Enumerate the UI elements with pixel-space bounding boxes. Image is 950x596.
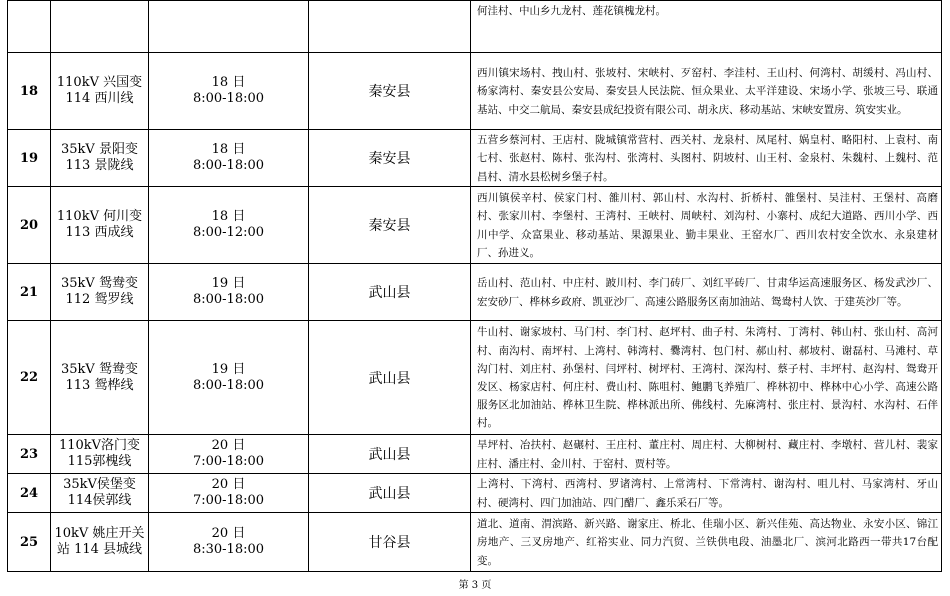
row-number: 19 bbox=[8, 130, 51, 187]
table-row bbox=[8, 53, 942, 130]
line-name bbox=[51, 1, 149, 53]
county-name bbox=[309, 1, 471, 53]
affected-area: 旱坪村、冶扶村、赵碾村、王庄村、董庄村、周庄村、大柳树村、藏庄村、李墩村、营儿村、裴家庄村、潘庄村、金川村、于窑村、贾村等。 bbox=[471, 435, 942, 474]
table-row bbox=[8, 264, 942, 321]
line-name: 35kV 鸳鸯变 112 鸳罗线 bbox=[51, 264, 149, 321]
outage-hours: 8:00-18:00 bbox=[192, 91, 265, 106]
outage-hours: 8:30-18:00 bbox=[192, 542, 265, 557]
outage-date: 20 日 bbox=[211, 438, 246, 453]
affected-area: 上湾村、下湾村、西湾村、罗诸湾村、上常湾村、下常湾村、谢沟村、咀儿村、马家湾村、牙山村、硬湾村、四门加油站、四门醋厂、鑫乐采石厂等。 bbox=[471, 474, 942, 513]
affected-area: 何洼村、中山乡九龙村、莲花镇槐龙村。 bbox=[471, 1, 942, 53]
line-name: 110kV 兴国变 114 西川线 bbox=[51, 53, 149, 130]
county-name: 武山县 bbox=[309, 435, 471, 474]
outage-time bbox=[149, 264, 309, 321]
outage-hours: 8:00-12:00 bbox=[192, 225, 265, 240]
outage-hours: 8:00-18:00 bbox=[192, 377, 265, 393]
affected-area: 岳山村、范山村、中庄村、跛川村、李门砖厂、刘红平砖厂、甘肃华运高速服务区、杨发武沙厂、宏安砂厂、桦林乡政府、凯亚沙厂、高速公路服务区南加油站、鸳鸯村人饮、于建英沙厂等。 bbox=[471, 264, 942, 321]
row-number: 24 bbox=[8, 474, 51, 513]
line-name: 110kV洛门变 115郭槐线 bbox=[51, 435, 149, 474]
county-name: 秦安县 bbox=[309, 130, 471, 187]
outage-date: 18 日 bbox=[211, 75, 246, 90]
line-name: 10kV 姚庄开关站 114 县城线 bbox=[51, 513, 149, 572]
outage-hours: 7:00-18:00 bbox=[192, 454, 265, 469]
outage-date: 20 日 bbox=[211, 526, 246, 541]
outage-date: 18 日 bbox=[211, 142, 246, 157]
outage-time bbox=[149, 474, 309, 513]
affected-area: 牛山村、谢家坡村、马门村、李门村、赵坪村、曲子村、朱湾村、丁湾村、韩山村、张山村、高河村、南沟村、南坪村、上湾村、韩湾村、爨湾村、包门村、郝山村、郝坡村、谢磊村、马滩村、草沟门村、刘庄村、孙堡村、闫坪村、树坪村、王湾村、深沟村、蔡子村、丰坪村、赵沟村、鸳鸯开发区、杨家店村、何庄村、费山村、陈咀村、鲍鹏飞养殖厂、桦林初中、桦林中心小学、高速公路服务区北加油站、桦林卫生院、桦林派出所、佛线村、先麻湾村、张庄村、景沟村、水沟村、石伴村。 bbox=[471, 321, 942, 435]
affected-area: 西川镇宋场村、拽山村、张坡村、宋峡村、歹窑村、李洼村、王山村、何湾村、胡缓村、冯山村、杨家湾村、秦安县公安局、秦安县人民法院、恒众果业、太平洋建设、宋场小学、张坡三号、联通基站、中交二航局、秦安县成纪投资有限公司、胡永庆、移动基站、宋峡安置房、筑安实业。 bbox=[471, 53, 942, 130]
affected-area: 道北、道南、渭滨路、新兴路、谢家庄、桥北、佳瑞小区、新兴佳苑、高达物业、永安小区、锦江房地产、三叉房地产、红裕实业、同力汽贸、兰铁供电段、油墨北厂、滨河北路西一带共17台配变。 bbox=[471, 513, 942, 572]
outage-date: 20 日 bbox=[211, 477, 246, 492]
outage-hours: 7:00-18:00 bbox=[192, 493, 265, 508]
county-name: 秦安县 bbox=[309, 53, 471, 130]
page-number: 第 3 页 bbox=[458, 580, 492, 591]
table-row bbox=[8, 130, 942, 187]
table-row bbox=[8, 435, 942, 474]
county-name: 甘谷县 bbox=[309, 513, 471, 572]
table-row bbox=[8, 1, 942, 53]
outage-date: 18 日 bbox=[211, 209, 246, 224]
county-name: 武山县 bbox=[309, 474, 471, 513]
outage-time bbox=[149, 130, 309, 187]
outage-time bbox=[149, 435, 309, 474]
line-name: 110kV 何川变 113 西成线 bbox=[51, 187, 149, 264]
outage-time bbox=[149, 1, 309, 53]
power-outage-table bbox=[7, 0, 942, 572]
row-number: 23 bbox=[8, 435, 51, 474]
county-name: 秦安县 bbox=[309, 187, 471, 264]
affected-area: 西川镇侯辛村、侯家门村、雒川村、郭山村、水沟村、折桥村、雒堡村、吴洼村、王堡村、高磨村、张家川村、李堡村、王湾村、王峡村、周峡村、刘沟村、小寨村、成纪大道路、西川小学、西川中学、众富果业、移动基站、果源果业、勤丰果业、王窑水厂、西川农村安全饮水、永泉建材厂、孙进义。 bbox=[471, 187, 942, 264]
outage-time bbox=[149, 53, 309, 130]
row-number bbox=[8, 1, 51, 53]
line-name: 35kV侯堡变 114侯郭线 bbox=[51, 474, 149, 513]
county-name: 武山县 bbox=[309, 321, 471, 435]
line-name: 35kV 景阳变 113 景陇线 bbox=[51, 130, 149, 187]
row-number: 18 bbox=[8, 53, 51, 130]
row-number: 21 bbox=[8, 264, 51, 321]
table-row bbox=[8, 187, 942, 264]
row-number: 20 bbox=[8, 187, 51, 264]
outage-hours: 8:00-18:00 bbox=[192, 292, 265, 307]
outage-time bbox=[149, 513, 309, 572]
outage-date: 19 日 bbox=[211, 361, 246, 377]
outage-hours: 8:00-18:00 bbox=[192, 158, 265, 173]
outage-time bbox=[149, 321, 309, 435]
county-name: 武山县 bbox=[309, 264, 471, 321]
affected-area: 五营乡蔡河村、王店村、陇城镇常营村、西关村、龙泉村、凤尾村、娲皇村、略阳村、上袁村、南七村、张赵村、陈村、张沟村、张湾村、头图村、阴坡村、山王村、金泉村、朱魏村、上魏村、范昌村、清水县松树乡堡子村。 bbox=[471, 130, 942, 187]
line-name: 35kV 鸳鸯变 113 鸳桦线 bbox=[51, 321, 149, 435]
row-number: 25 bbox=[8, 513, 51, 572]
outage-date: 19 日 bbox=[211, 276, 246, 291]
outage-time bbox=[149, 187, 309, 264]
table-row bbox=[8, 321, 942, 435]
table-row bbox=[8, 513, 942, 572]
table-row bbox=[8, 474, 942, 513]
row-number: 22 bbox=[8, 321, 51, 435]
